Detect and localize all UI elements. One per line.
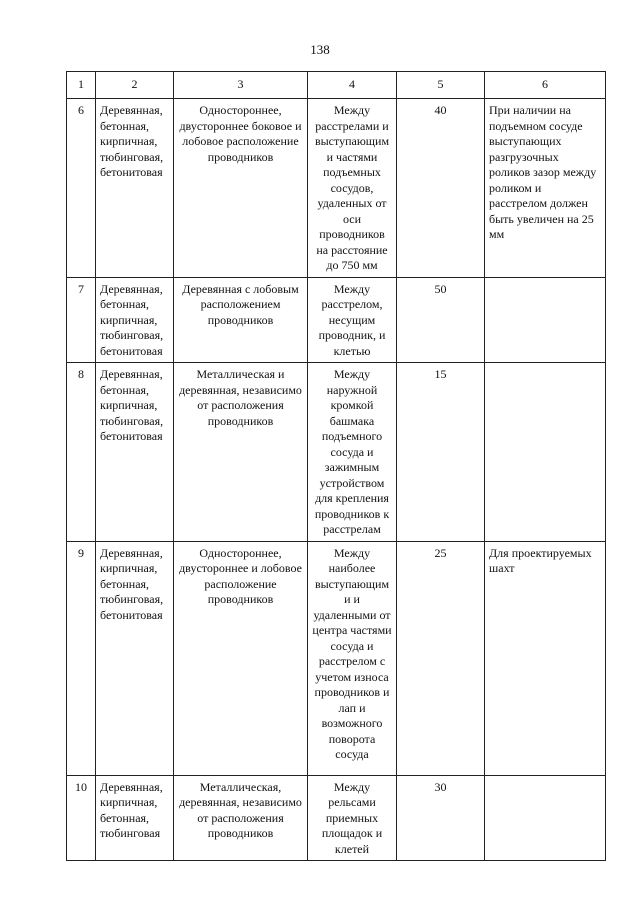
- lining-material: Деревянная, бетонная, кирпичная, тюбинговая, бетонитовая: [96, 277, 174, 363]
- gap-value: 30: [397, 775, 485, 861]
- row-number: 7: [67, 277, 96, 363]
- table-row: [67, 277, 606, 363]
- column-header: 2: [96, 72, 174, 99]
- gap-between: Между рельсами приемных площадок и клетей: [308, 775, 397, 861]
- guide-arrangement: Металлическая, деревянная, независимо от расположения проводников: [174, 775, 308, 861]
- gap-value: 25: [397, 541, 485, 775]
- table-row: [67, 99, 606, 278]
- lining-material: Деревянная, кирпичная, бетонная, тюбинговая, бетонитовая: [96, 541, 174, 775]
- gap-between: Между наиболее выступающим и и удаленными от центра частями сосуда и расстрелом с учетом износа проводников и лап и возможного поворота сосуда: [308, 541, 397, 775]
- table-row: [67, 775, 606, 861]
- row-number: 6: [67, 99, 96, 278]
- column-header: 6: [485, 72, 606, 99]
- page-number: 138: [310, 42, 330, 57]
- table-header-row: [67, 72, 606, 99]
- note: [485, 775, 606, 861]
- column-header: 4: [308, 72, 397, 99]
- column-header: 5: [397, 72, 485, 99]
- gap-between: Между расстрелом, несущим проводник, и клетью: [308, 277, 397, 363]
- row-number: 10: [67, 775, 96, 861]
- note: [485, 277, 606, 363]
- column-header: 3: [174, 72, 308, 99]
- row-number: 9: [67, 541, 96, 775]
- gap-between: Между наружной кромкой башмака подъемного сосуда и зажимным устройством для крепления проводников к расстрелам: [308, 363, 397, 542]
- gap-between: Между расстрелами и выступающим и частями подъемных сосудов, удаленных от оси проводников на расстояние до 750 мм: [308, 99, 397, 278]
- table-row: [67, 541, 606, 775]
- guide-arrangement: Одностороннее, двустороннее и лобовое расположение проводников: [174, 541, 308, 775]
- requirements-table: [66, 71, 606, 861]
- note: При наличии на подъемном сосуде выступающих разгрузочных роликов зазор между роликом и расстрелом должен быть увеличен на 25 мм: [485, 99, 606, 278]
- guide-arrangement: Деревянная с лобовым расположением проводников: [174, 277, 308, 363]
- note: Для проектируемых шахт: [485, 541, 606, 775]
- guide-arrangement: Металлическая и деревянная, независимо от расположения проводников: [174, 363, 308, 542]
- gap-value: 40: [397, 99, 485, 278]
- row-number: 8: [67, 363, 96, 542]
- column-header: 1: [67, 72, 96, 99]
- lining-material: Деревянная, бетонная, кирпичная, тюбинговая, бетонитовая: [96, 99, 174, 278]
- note: [485, 363, 606, 542]
- table-row: [67, 363, 606, 542]
- lining-material: Деревянная, бетонная, кирпичная, тюбинговая, бетонитовая: [96, 363, 174, 542]
- gap-value: 15: [397, 363, 485, 542]
- gap-value: 50: [397, 277, 485, 363]
- lining-material: Деревянная, кирпичная, бетонная, тюбинговая: [96, 775, 174, 861]
- guide-arrangement: Одностороннее, двустороннее боковое и лобовое расположение проводников: [174, 99, 308, 278]
